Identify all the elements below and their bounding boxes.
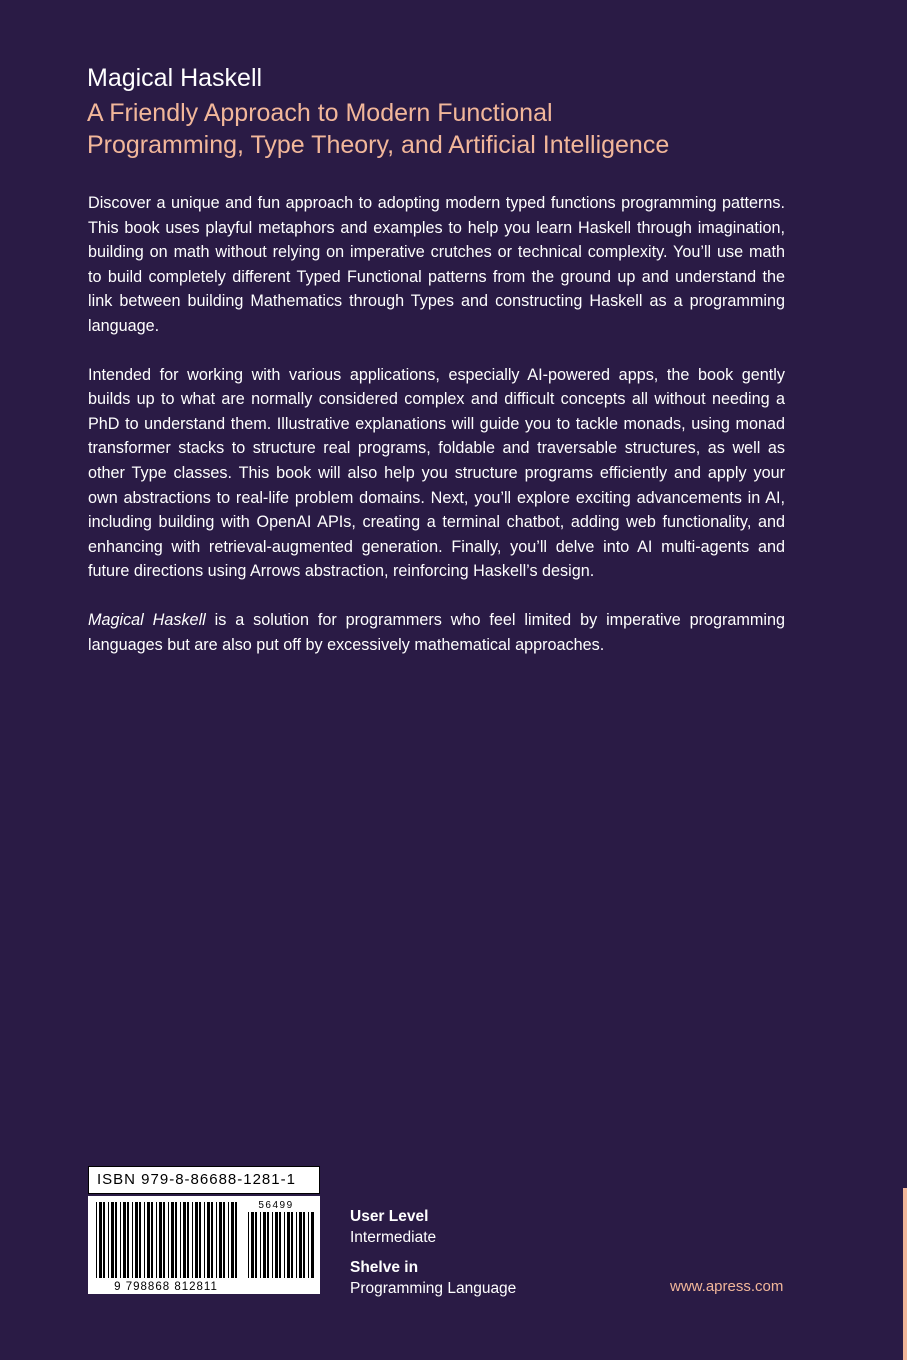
shelve-in-value: Programming Language <box>350 1280 517 1297</box>
subtitle-line-2: Programming, Type Theory, and Artificial Intelligence <box>87 131 670 159</box>
shelve-in-label: Shelve in <box>350 1259 419 1276</box>
barcode-digits: 9 798868 812811 <box>114 1281 218 1293</box>
book-title: Magical Haskell <box>87 64 263 92</box>
book-subtitle <box>87 97 807 161</box>
user-level-value: Intermediate <box>350 1229 437 1246</box>
book-title-italic: Magical Haskell <box>88 610 206 629</box>
title-block <box>87 62 807 161</box>
barcode-graphic <box>88 1196 320 1294</box>
description-paragraph-1: Discover a unique and fun approach to adopting modern typed functions programming patterns. This book uses playful metaphors and examples to help you learn Haskell through imagination, building on math without relying on imperative crutches or technical complexity. You’ll use math to build completely different Typed Functional patterns from the ground up and understand the link between building Mathematics through Types and constructing Haskell as a programming language. <box>88 194 785 335</box>
user-level-label: User Level <box>350 1208 429 1225</box>
user-level <box>350 1206 436 1248</box>
shelve-in <box>350 1257 516 1299</box>
description-paragraph-3 <box>88 608 785 657</box>
description-paragraph-3-rest: is a solution for programmers who feel limited by imperative programming languages but are also put off by excessively mathematical approaches. <box>88 610 786 654</box>
barcode-price-code: 56499 <box>258 1200 294 1211</box>
description-paragraph-2: Intended for working with various applications, especially AI-powered apps, the book gently builds up to what are normally considered complex and difficult concepts all without needing a PhD to understand them. Illustrative explanations will guide you to tackle monads, using monad transformer stacks to structure real programs, foldable and traversable structures, as well as other Type classes. This book will also help you structure programs efficiently and apply your own abstractions to real-life problem domains. Next, you’ll explore exciting advancements in AI, including building with OpenAI APIs, creating a terminal chatbot, adding web functionality, and enhancing with retrieval-augmented generation. Finally, you’ll delve into AI multi-agents and future directions using Arrows abstraction, reinforcing Haskell’s design. <box>88 365 785 581</box>
subtitle-line-1: A Friendly Approach to Modern Functional <box>87 99 553 127</box>
barcode <box>88 1196 320 1294</box>
isbn-label: ISBN 979-8-86688-1281-1 <box>88 1166 320 1194</box>
publisher-website: www.apress.com <box>670 1278 784 1295</box>
book-description <box>88 191 785 657</box>
edge-accent-bar <box>903 1188 907 1360</box>
